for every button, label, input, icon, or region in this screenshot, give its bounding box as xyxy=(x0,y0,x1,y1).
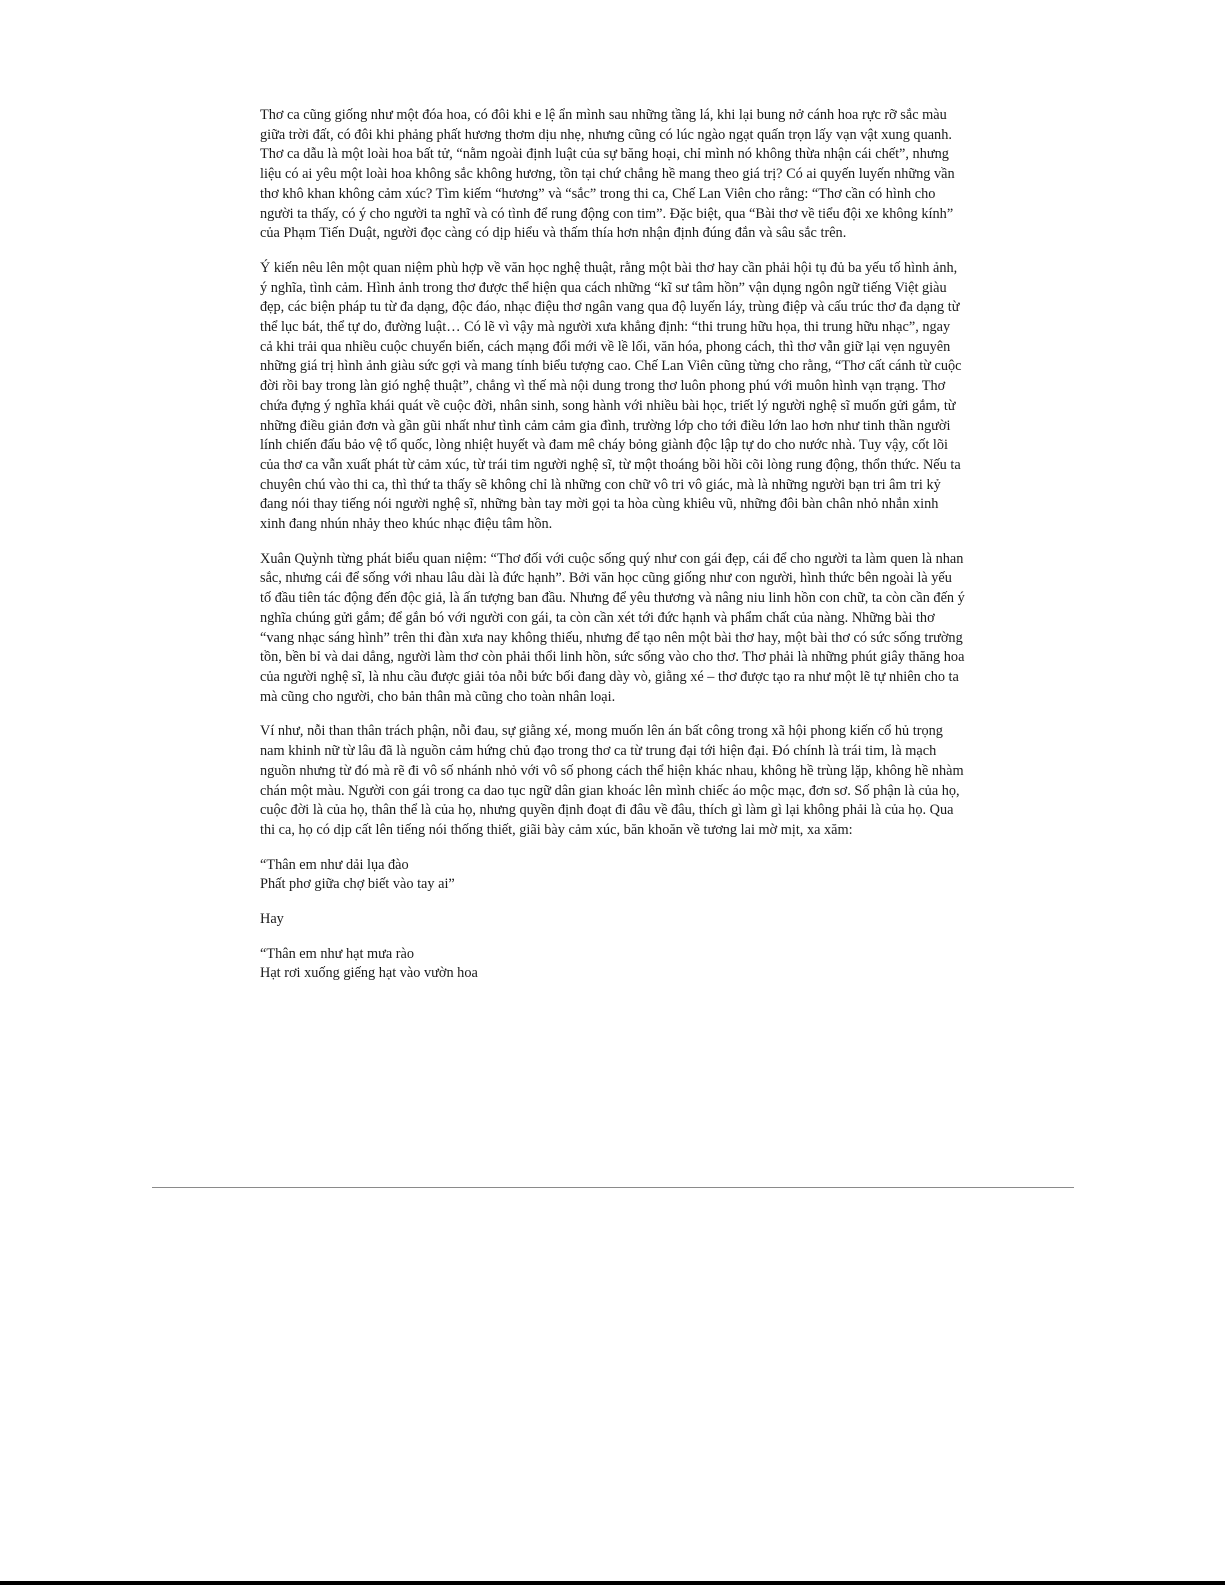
paragraph-opinion: Ý kiến nêu lên một quan niệm phù hợp về văn học nghệ thuật, rằng một bài thơ hay cần phải hội tụ đủ ba yếu tố hình ảnh, ý nghĩa, tình cảm. Hình ảnh trong thơ được thể hiện qua cách những “kĩ sư tâm hồn” vận dụng ngôn ngữ tiếng Việt giàu đẹp, các biện pháp tu từ đa dạng, độc đáo, nhạc điệu thơ ngân vang qua độ luyến láy, trùng điệp và cấu trúc thơ đa dạng từ thể lục bát, thể tự do, đường luật… Có lẽ vì vậy mà người xưa khẳng định: “thi trung hữu họa, thi trung hữu nhạc”, ngay cả khi trải qua nhiều cuộc chuyển biến, cách mạng đổi mới về lề lối, văn hóa, phong cách, thì thơ vẫn giữ lại vẹn nguyên những giá trị hình ảnh giàu sức gợi và mang tính biểu tượng cao. Chế Lan Viên cũng từng cho rằng, “Thơ cất cánh từ cuộc đời rồi bay trong làn gió nghệ thuật”, chẳng vì thế mà nội dung trong thơ luôn phong phú với muôn hình vạn trạng. Thơ chứa đựng ý nghĩa khái quát về cuộc đời, nhân sinh, song hành với nhiều bài học, triết lý người nghệ sĩ muốn gửi gắm, từ những điều giản đơn và gần gũi nhất như tình cảm cảm gia đình, trường lớp cho tới điều lớn lao hơn như tinh thần người lính chiến đấu bảo vệ tổ quốc, lòng nhiệt huyết và đam mê cháy bỏng giành độc lập tự do cho nước nhà. Tuy vậy, cốt lõi của thơ ca vẫn xuất phát từ cảm xúc, từ trái tim người nghệ sĩ, từ một thoáng bồi hồi cõi lòng rung động, thổn thức. Nếu ta chuyên chú vào thi ca, thì thứ ta thấy sẽ không chỉ là những con chữ vô tri vô giác, mà là những người bạn tri âm tri kỷ đang nói thay tiếng nói người nghệ sĩ, những bàn tay mời gọi ta hòa cùng khiêu vũ, những đôi bàn chân nhỏ nhắn xinh xinh đang nhún nhảy theo khúc nhạc điệu tâm hồn. xyxy=(260,259,962,533)
paragraph-intro: Thơ ca cũng giống như một đóa hoa, có đôi khi e lệ ẩn mình sau những tầng lá, khi lại bung nở cánh hoa rực rỡ sắc màu giữa trời đất, có đôi khi phảng phất hương thơm dịu nhẹ, nhưng cũng có lúc ngào ngạt quấn trọn lấy vạn vật xung quanh. Thơ ca dẫu là một loài hoa bất tử, “nằm ngoài định luật của sự băng hoại, chỉ mình nó không thừa nhận cái chết”, nhưng liệu có ai yêu một loài hoa không sắc không hương, tồn tại chứ chẳng hề mang theo giá trị? Có ai quyến luyến những vần thơ khô khan không cảm xúc? Tìm kiếm “hương” và “sắc” trong thi ca, Chế Lan Viên cho rằng: “Thơ cần có hình cho người ta thấy, có ý cho người ta nghĩ và có tình để rung động con tim”. Đặc biệt, qua “Bài thơ về tiểu đội xe không kính” của Phạm Tiến Duật, người đọc càng có dịp hiểu và thấm thía hơn nhận định đúng đắn và sâu sắc trên. xyxy=(260,107,955,242)
document-body xyxy=(260,106,966,999)
verse-line: “Thân em như dải lụa đào xyxy=(260,856,409,873)
connector-word: Hay xyxy=(260,911,284,928)
verse-quote-1 xyxy=(260,856,966,895)
verse-line: Phất phơ giữa chợ biết vào tay ai” xyxy=(260,876,455,893)
paragraph-example: Ví như, nỗi than thân trách phận, nỗi đau, sự giằng xé, mong muốn lên án bất công trong xã hội phong kiến cổ hủ trọng nam khinh nữ từ lâu đã là nguồn cảm hứng chủ đạo trong thơ ca từ trung đại tới hiện đại. Đó chính là trái tim, là mạch nguồn nhưng từ đó mà rẽ đi vô số nhánh nhỏ với vô số phong cách thể hiện khác nhau, không hề trùng lặp, không hề nhàm chán một màu. Người con gái trong ca dao tục ngữ dân gian khoác lên mình chiếc áo mộc mạc, đơn sơ. Số phận là của họ, cuộc đời là của họ, thân thể là của họ, nhưng quyền định đoạt đi đâu về đâu, thích gì làm gì lại không phải là của họ. Qua thi ca, họ có dịp cất lên tiếng nói thống thiết, giãi bày cảm xúc, băn khoăn về tương lai mờ mịt, xa xăm: xyxy=(260,723,964,838)
verse-line: Hạt rơi xuống giếng hạt vào vườn hoa xyxy=(260,965,478,982)
verse-quote-2 xyxy=(260,945,966,984)
page-separator-line xyxy=(152,1187,1074,1188)
bottom-edge-bar xyxy=(0,1581,1225,1585)
verse-line: “Thân em như hạt mưa rào xyxy=(260,945,415,962)
paragraph-xuan-quynh: Xuân Quỳnh từng phát biểu quan niệm: “Thơ đối với cuộc sống quý như con gái đẹp, cái để cho người ta làm quen là nhan sắc, nhưng cái để sống với nhau lâu dài là đức hạnh”. Bởi văn học cũng giống như con người, hình thức bên ngoài là yếu tố đầu tiên tác động đến độc giả, là ấn tượng ban đầu. Nhưng để yêu thương và nâng niu linh hồn con chữ, ta còn cần đến ý nghĩa chúng gửi gắm; để gắn bó với người con gái, ta còn cần xét tới đức hạnh và phẩm chất của nàng. Những bài thơ “vang nhạc sáng hình” trên thi đàn xưa nay không thiếu, nhưng để tạo nên một bài thơ hay, một bài thơ có sức sống trường tồn, bền bỉ và dai dẳng, người làm thơ còn phải thổi linh hồn, sức sống vào cho thơ. Thơ phải là những phút giây thăng hoa của người nghệ sĩ, là nhu cầu được giải tỏa nỗi bức bối đang dày vò, giằng xé – thơ được tạo ra như một lẽ tự nhiên cho ta mà cũng cho người, cho bản thân mà cũng cho toàn nhân loại. xyxy=(260,550,965,705)
